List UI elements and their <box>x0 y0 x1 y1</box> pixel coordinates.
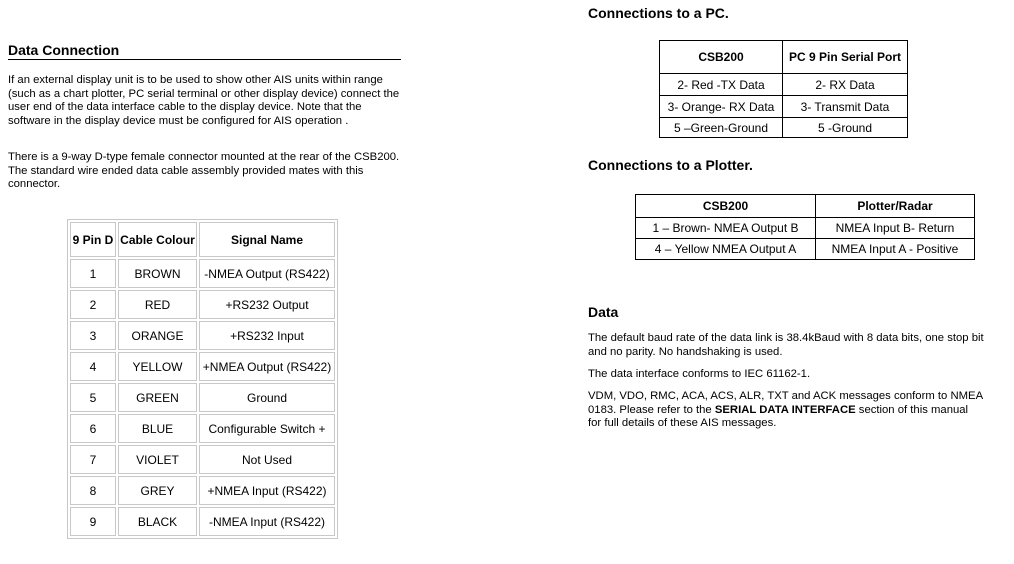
plotter-connections-table <box>635 194 975 260</box>
table-cell: 6 <box>70 414 116 443</box>
table-row <box>70 383 335 412</box>
pin-assignment-table <box>67 219 338 539</box>
data-paragraph-3-text: VDM, VDO, RMC, ACA, ACS, ALR, TXT and ACK messages conform to NMEA 0183. Please refer to the <box>588 390 983 416</box>
table-row <box>636 239 975 260</box>
table-cell: 3- Transmit Data <box>783 96 908 118</box>
table-row <box>70 414 335 443</box>
column-header: Cable Colour <box>118 222 197 257</box>
data-paragraph-2: The data interface conforms to IEC 61162-1. <box>588 368 811 380</box>
table-row <box>660 118 908 138</box>
table-row <box>70 259 335 288</box>
table-row <box>70 290 335 319</box>
table-cell: BLACK <box>118 507 197 536</box>
pc-connections-table <box>659 40 908 138</box>
column-header: CSB200 <box>636 195 816 218</box>
data-paragraph-3 <box>588 390 984 431</box>
table-cell: BLUE <box>118 414 197 443</box>
table-row <box>660 96 908 118</box>
table-header-row <box>660 41 908 74</box>
table-cell: YELLOW <box>118 352 197 381</box>
serial-data-interface-reference: SERIAL DATA INTERFACE <box>714 403 856 416</box>
table-cell: 7 <box>70 445 116 474</box>
table-header-row <box>70 222 335 257</box>
table-cell: +RS232 Input <box>199 321 335 350</box>
table-cell: ORANGE <box>118 321 197 350</box>
table-cell: -NMEA Input (RS422) <box>199 507 335 536</box>
plotter-connections-heading: Connections to a Plotter. <box>588 157 753 173</box>
table-cell: 3- Orange- RX Data <box>660 96 783 118</box>
data-connection-heading: Data Connection <box>8 42 401 60</box>
table-cell: NMEA Input B- Return <box>816 218 975 239</box>
table-cell: +NMEA Input (RS422) <box>199 476 335 505</box>
data-paragraph-3-text-end: section of this manual for full details of these AIS messages. <box>588 403 969 430</box>
table-cell: Configurable Switch + <box>199 414 335 443</box>
column-header: Signal Name <box>199 222 335 257</box>
table-cell: RED <box>118 290 197 319</box>
table-cell: 1 – Brown- NMEA Output B <box>636 218 816 239</box>
column-header: 9 Pin D <box>70 222 116 257</box>
table-cell: +RS232 Output <box>199 290 335 319</box>
data-heading: Data <box>588 304 619 320</box>
column-header: Plotter/Radar <box>816 195 975 218</box>
data-paragraph-1: The default baud rate of the data link is 38.4kBaud with 8 data bits, one stop bit and no parity. No handshaking is used. <box>588 332 984 358</box>
table-row <box>70 352 335 381</box>
table-cell: 9 <box>70 507 116 536</box>
table-row <box>70 321 335 350</box>
table-row <box>660 74 908 96</box>
table-cell: 2- Red -TX Data <box>660 74 783 96</box>
table-cell: 8 <box>70 476 116 505</box>
table-row <box>70 445 335 474</box>
table-cell: +NMEA Output (RS422) <box>199 352 335 381</box>
column-header: CSB200 <box>660 41 783 74</box>
pc-connections-heading: Connections to a PC. <box>588 5 729 21</box>
table-cell: VIOLET <box>118 445 197 474</box>
table-cell: GREEN <box>118 383 197 412</box>
table-cell: 2 <box>70 290 116 319</box>
table-cell: 5 <box>70 383 116 412</box>
table-cell: 5 -Ground <box>783 118 908 138</box>
table-cell: 2- RX Data <box>783 74 908 96</box>
table-cell: BROWN <box>118 259 197 288</box>
table-cell: Not Used <box>199 445 335 474</box>
data-connection-paragraph-1: If an external display unit is to be used to show other AIS units within range (such as a chart plotter, PC serial terminal or other display device) connect the user end of the data interface cable to the display device. Note that the software in the display device must be configured for AIS operation . <box>8 74 400 127</box>
table-header-row <box>636 195 975 218</box>
table-cell: -NMEA Output (RS422) <box>199 259 335 288</box>
table-cell: GREY <box>118 476 197 505</box>
table-cell: 1 <box>70 259 116 288</box>
table-cell: 3 <box>70 321 116 350</box>
table-row <box>636 218 975 239</box>
table-cell: 5 –Green-Ground <box>660 118 783 138</box>
data-connection-paragraph-2: There is a 9-way D-type female connector mounted at the rear of the CSB200. The standard wire ended data cable assembly provided mates with this connector. <box>8 151 400 191</box>
table-row <box>70 507 335 536</box>
table-cell: Ground <box>199 383 335 412</box>
table-cell: NMEA Input A - Positive <box>816 239 975 260</box>
table-cell: 4 – Yellow NMEA Output A <box>636 239 816 260</box>
table-cell: 4 <box>70 352 116 381</box>
table-row <box>70 476 335 505</box>
column-header: PC 9 Pin Serial Port <box>783 41 908 74</box>
